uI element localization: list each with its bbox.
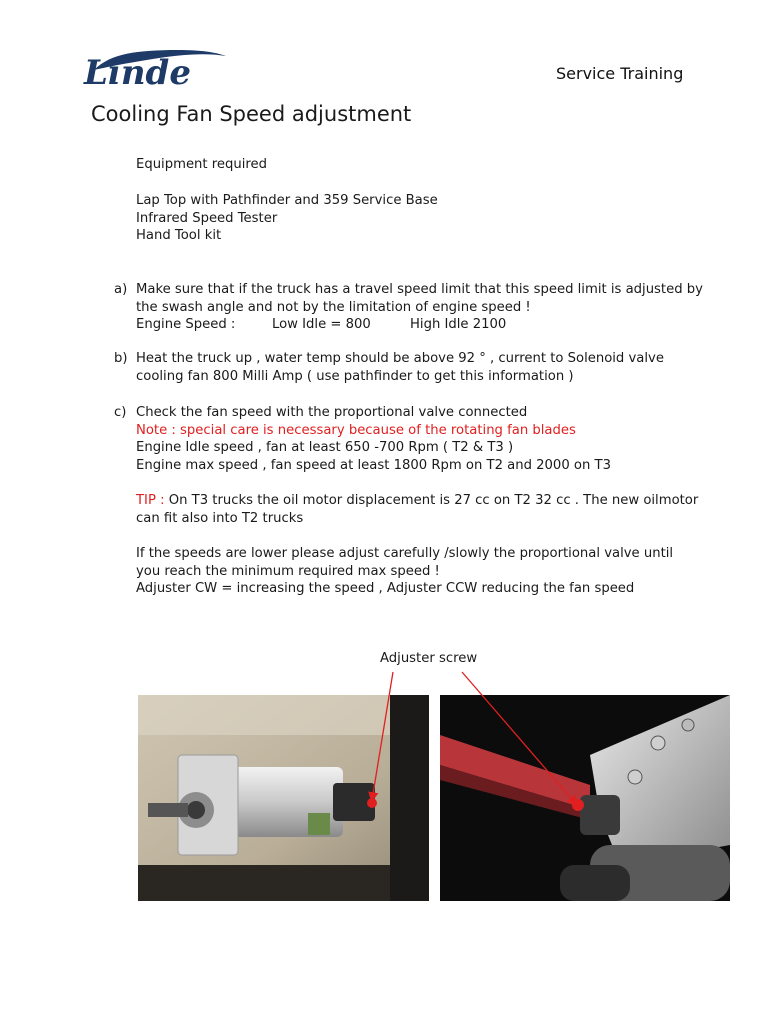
engine-speed-label: Engine Speed : — [136, 317, 236, 333]
safety-note: Note : special care is necessary because of the rotating fan blades — [136, 422, 576, 438]
equipment-item: Hand Tool kit — [136, 228, 222, 244]
logo-wordmark: Linde — [84, 53, 191, 92]
header-service-training: Service Training — [556, 64, 684, 83]
step-c-line: Check the fan speed with the proportional valve connected — [136, 405, 528, 420]
step-c-marker: c) — [114, 405, 127, 420]
equipment-item: Infrared Speed Tester — [136, 210, 278, 226]
tip-label: TIP : — [136, 493, 165, 508]
equipment-heading: Equipment required — [136, 157, 268, 172]
step-b-line: Heat the truck up , water temp should be above 92 ° , current to Solenoid valve — [136, 351, 664, 366]
high-idle-value: High Idle 2100 — [410, 317, 507, 333]
step-a-line: Make sure that if the truck has a travel speed limit that this speed limit is adjusted by — [136, 282, 703, 297]
step-b-line: cooling fan 800 Milli Amp ( use pathfinder to get this information ) — [136, 368, 574, 384]
step-a-line: the swash angle and not by the limitation of engine speed ! — [136, 299, 531, 315]
adjust-line: Adjuster CW = increasing the speed , Adjuster CCW reducing the fan speed — [136, 581, 635, 597]
adjust-line: If the speeds are lower please adjust carefully /slowly the proportional valve until — [136, 546, 674, 561]
page-title: Cooling Fan Speed adjustment — [91, 102, 412, 126]
tip-text: On T3 trucks the oil motor displacement is 27 cc on T2 32 cc . The new oilmotor — [164, 493, 699, 508]
step-a-marker: a) — [114, 282, 128, 297]
step-b-marker: b) — [114, 351, 128, 366]
step-c-line: Engine Idle speed , fan at least 650 -700 Rpm ( T2 & T3 ) — [136, 440, 514, 456]
step-c-line: Engine max speed , fan speed at least 1800 Rpm on T2 and 2000 on T3 — [136, 457, 611, 473]
equipment-item: Lap Top with Pathfinder and 359 Service Base — [136, 193, 438, 208]
low-idle-value: Low Idle = 800 — [272, 317, 371, 333]
figure-caption: Adjuster screw — [380, 651, 478, 666]
tip-line: can fit also into T2 trucks — [136, 510, 304, 526]
adjust-line: you reach the minimum required max speed ! — [136, 563, 440, 579]
